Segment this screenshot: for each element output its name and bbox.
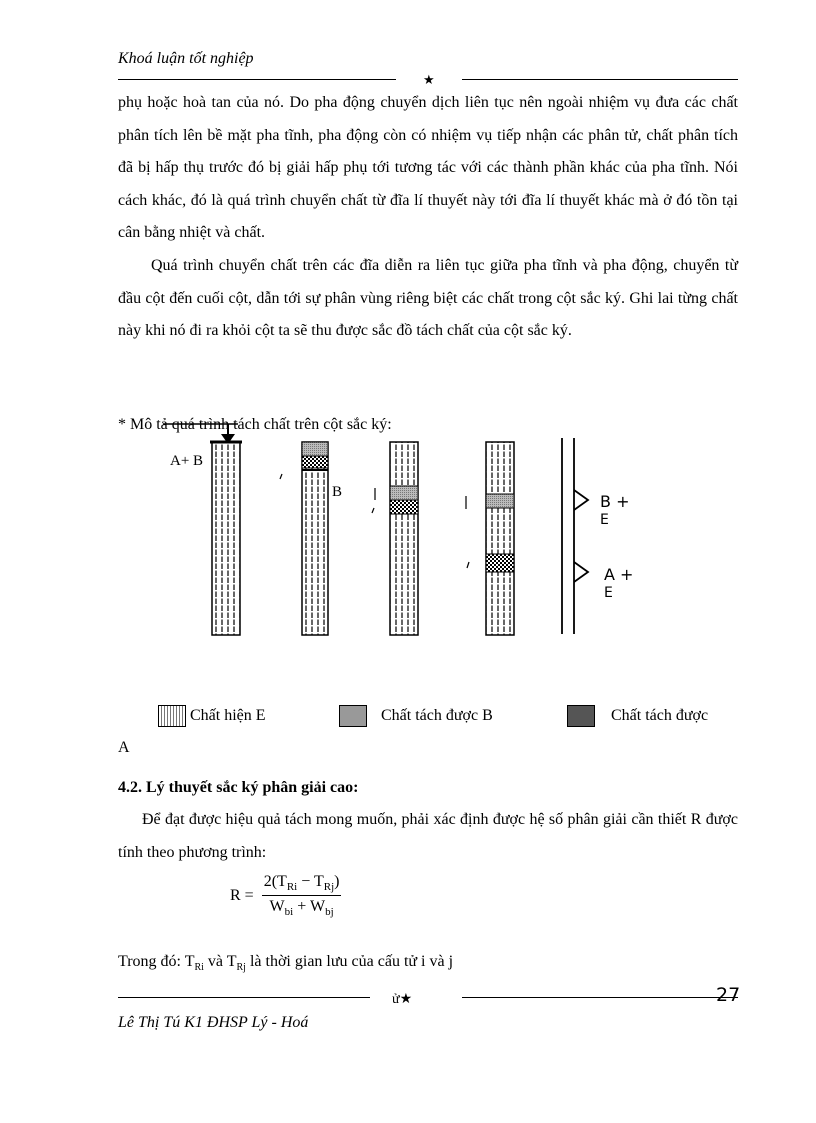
- legend-a-label: Chất tách được: [611, 707, 709, 724]
- column-4-band-b: [486, 494, 514, 508]
- label-b: B: [332, 484, 343, 500]
- section-intro-wrap: [118, 804, 738, 869]
- legend-b-label: Chất tách được B: [381, 707, 493, 724]
- formula-where: Trong đó: $T_{Ri}$ và $T_{Rj}$ là thời gian lưu của cấu tử i và j: [118, 953, 454, 974]
- legend-a-swatch: [567, 705, 595, 727]
- paragraph-2: Quá trình chuyển chất trên các đĩa diễn ra liên tục giữa pha tĩnh và pha động, chuyển từ đầu cột đến cuối cột, dẫn tới sự phân vùng riêng biệt các chất trong cột sắc ký. Ghi lai từng chất này khi nó đi ra khỏi cột ta sẽ thu được sắc đồ tách chất của cột sắc ký.: [118, 256, 738, 340]
- label-a-plus-b: A+ B: [170, 453, 204, 469]
- paragraph-1: phụ hoặc hoà tan của nó. Do pha động chuyển dịch liên tục nên ngoài nhiệm vụ đưa các chất phân tích lên bề mặt pha tĩnh, pha động còn có nhiệm vụ tiếp nhận các phân tử, chất phân tích đã bị hấp thụ trước đó bị giải hấp phụ tới tương tác với các thành phần khác của pha tĩnh. Nói cách khác, đó là quá trình chuyển chất từ đĩa lí thuyết này tới đĩa lí thuyết khác mà ở đó tồn tại cân bằng nhiệt và chất.: [118, 94, 738, 242]
- column-3: [390, 442, 418, 635]
- legend-e-swatch: [158, 705, 186, 727]
- footer-rule-right: [462, 997, 738, 998]
- column-1: [212, 442, 240, 635]
- column-2-band-b: [302, 442, 328, 456]
- body-text: [118, 87, 738, 348]
- resolution-formula: [230, 873, 341, 918]
- column-4-band-a: [486, 554, 514, 572]
- header-star-icon: ★: [423, 72, 435, 87]
- legend-b: [339, 705, 493, 727]
- diagram-caption: * Mô tả quá trình tách chất trên cột sắc ký:: [118, 416, 392, 433]
- footer-author: Lê Thị Tú K1 ĐHSP Lý - Hoá: [118, 1014, 309, 1031]
- column-2-band-a: [302, 456, 328, 468]
- footer-star-icon: ử★: [392, 992, 413, 1007]
- legend-e-label: Chất hiện E: [190, 707, 266, 724]
- legend-a: [567, 705, 708, 727]
- footer-rule-left: [118, 997, 370, 998]
- page-number: 27: [716, 984, 741, 1006]
- label-e-2: E: [604, 585, 613, 601]
- formula-fraction: [262, 873, 342, 918]
- formula-denominator: $W_{bi} + W_{bj}$: [269, 898, 334, 919]
- legend-b-swatch: [339, 705, 367, 727]
- legend-a-wrap: A: [118, 739, 130, 756]
- label-a-plus-e: A +: [604, 565, 634, 584]
- column-3-band-b: [390, 486, 418, 500]
- section-intro: Để đạt được hiệu quả tách mong muốn, phải xác định được hệ số phân giải cần thiết R được tính theo phương trình:: [118, 811, 738, 861]
- peak-a: [574, 562, 588, 582]
- label-e-1: E: [600, 512, 609, 528]
- peak-b: [574, 490, 588, 510]
- column-3-band-a: [390, 500, 418, 514]
- column-4: [486, 442, 514, 635]
- section-heading: 4.2. Lý thuyết sắc ký phân giải cao:: [118, 779, 359, 796]
- header-rule-right: [462, 79, 738, 80]
- header-rule-left: [118, 79, 396, 80]
- formula-numerator: $2(T_{Ri} - T_{Rj})$: [262, 873, 342, 896]
- formula-lhs: R =: [230, 886, 254, 904]
- label-b-plus-e: B +: [600, 492, 630, 511]
- header-title: Khoá luận tốt nghiệp: [118, 50, 254, 67]
- chromatography-diagram: [118, 416, 718, 646]
- legend-e: [158, 705, 266, 727]
